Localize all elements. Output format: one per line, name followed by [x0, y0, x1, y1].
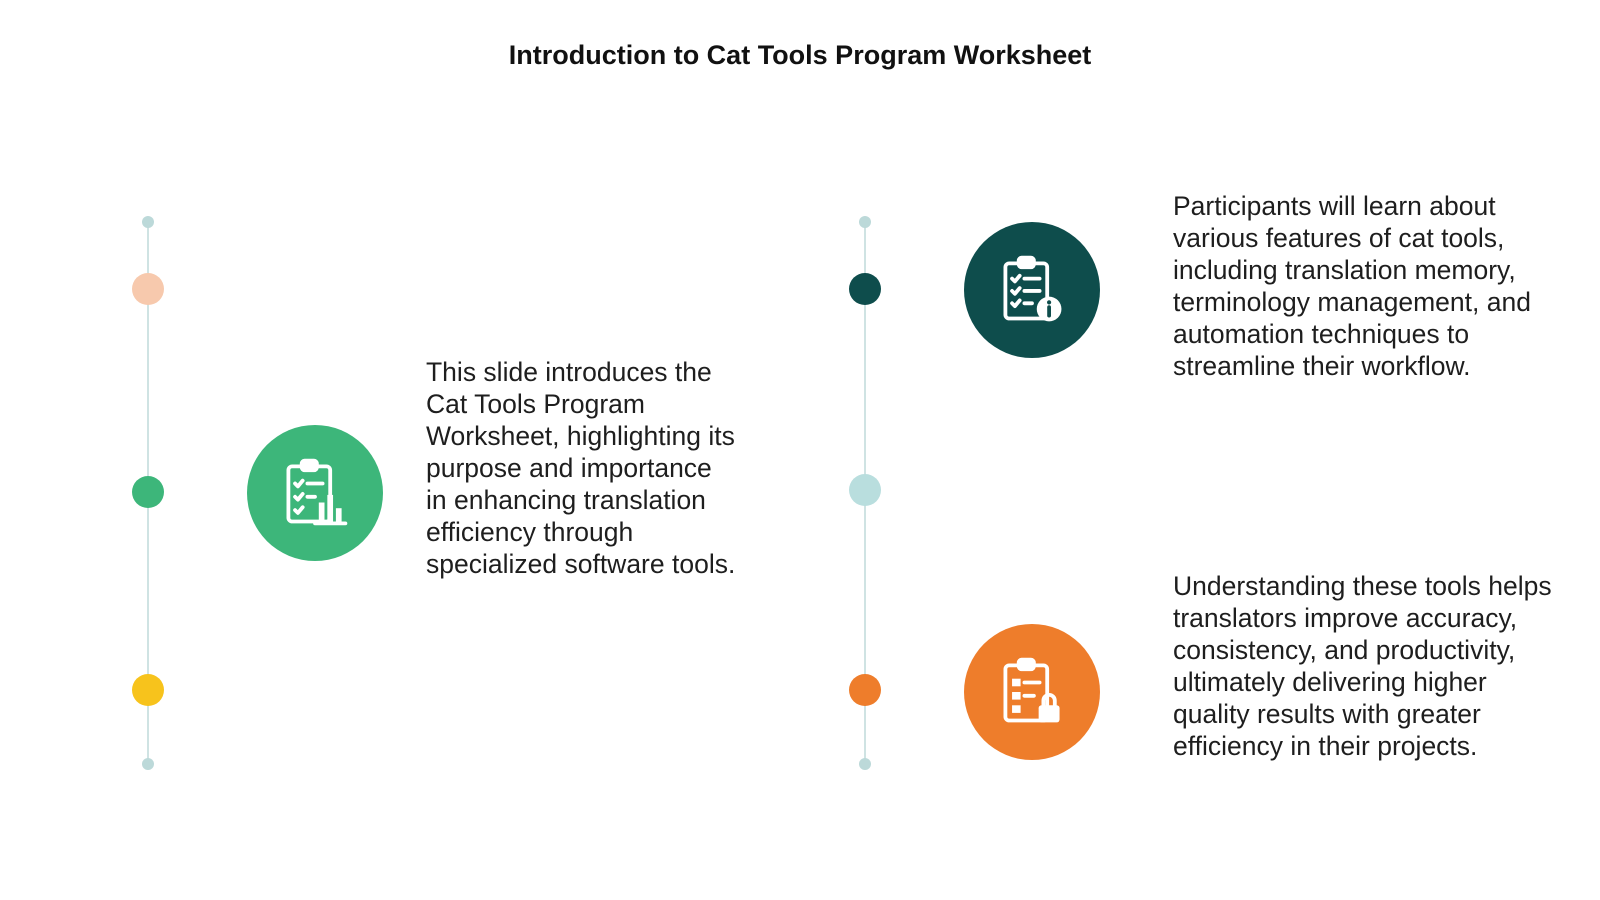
right-timeline-bottom-end-dot: [859, 758, 871, 770]
clipboard-lock-icon: [994, 654, 1070, 730]
right-timeline-teal-dot: [849, 273, 881, 305]
item-2-text: Participants will learn about various features of cat tools, including translation memory, terminology management, and automation techniques to streamline their workflow.: [1173, 191, 1531, 381]
right-timeline-pale-dot: [849, 474, 881, 506]
left-timeline-top-end-dot: [142, 216, 154, 228]
page-title: Introduction to Cat Tools Program Worksheet: [508, 40, 1092, 70]
item-1-text: This slide introduces the Cat Tools Program Worksheet, highlighting its purpose and importance in enhancing translation efficiency through specialized software tools.: [426, 357, 736, 579]
right-timeline-top-end-dot: [859, 216, 871, 228]
clipboard-info-icon: [994, 252, 1070, 328]
clipboard-chart-icon: [277, 455, 353, 531]
clipboard-chart-icon-circle: [247, 425, 383, 561]
left-timeline-green-dot: [132, 476, 164, 508]
clipboard-info-icon-circle: [964, 222, 1100, 358]
item-3-text: Understanding these tools helps translators improve accuracy, consistency, and productivity, ultimately delivering higher quality results with greater efficiency in their projects.: [1173, 571, 1552, 761]
left-timeline-bottom-end-dot: [142, 758, 154, 770]
left-timeline-peach-dot: [132, 273, 164, 305]
clipboard-lock-icon-circle: [964, 624, 1100, 760]
left-timeline-yellow-dot: [132, 674, 164, 706]
right-timeline-orange-dot: [849, 674, 881, 706]
